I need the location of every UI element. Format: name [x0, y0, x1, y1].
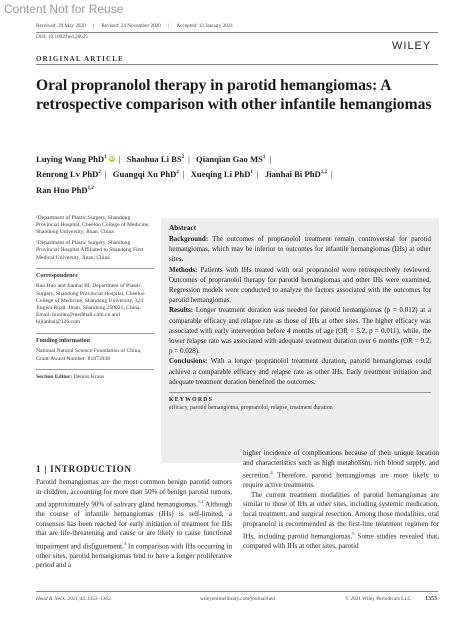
author[interactable]: Guangqi Xu PhD$^2$: [112, 169, 179, 180]
journal-url[interactable]: wileyonlinelibrary.com/journal/hed: [200, 596, 275, 602]
revised-date: Revised: 24 November 2020: [101, 23, 161, 29]
body-column-right: [243, 449, 439, 552]
accepted-date: Accepted: 13 January 2021: [176, 23, 234, 29]
funding-text: National Natural Science Foundation of China, Grant/Award Number: 81873938: [36, 348, 142, 362]
body-column-left: [36, 478, 232, 571]
author[interactable]: Jianhai Bi PhD$^{1,2}$: [264, 169, 327, 180]
abstract-body: Background: The outcomes of propranolol treatment remain controversial for parotid hemangiomas, which may be inferior to outcomes for infantile hemangiomas (IHs) at other sites. Methods: Patients with IHs treated with oral propranolol were retrospectively reviewed. Outcomes of propranolol therapy for parotid hemangiomas and other IHs were examined. Regression models were conducted to analyze the factors associated with the outcomes for parotid hemangiomas. Results: Longer treatment duration was needed for parotid hemangiomas (p = 0.012) at a comparable efficacy and relapse rate as those of IHs at other sites. The higher efficacy was associated with early intervention before 4 months of age (OR = 5.2, p = 0.011), while, the lower relapse rate was associated with adequate treatment duration over 6 months (OR = 9.2, p = 0.028). Conclusions: With a longer propranolol treatment duration, parotid hemangiomas could achieve a comparable efficacy and relapse rate as other IHs. Early treatment initiation and adequate treatment duration benefited the outcomes.: [169, 235, 432, 386]
publisher-logo: WILEY: [392, 40, 432, 52]
citation[interactable]: 1,2: [197, 499, 204, 505]
received-date: Received: 29 May 2020: [36, 23, 86, 29]
watermark: Content Not for Reuse: [4, 2, 124, 16]
citation[interactable]: 5: [352, 531, 355, 537]
author[interactable]: Ran Huo PhD$^{1,2}$: [36, 184, 94, 195]
author[interactable]: Qianqian Gao $MS^1$: [196, 153, 266, 164]
orcid-icon[interactable]: iD: [109, 155, 115, 161]
abstract-box: [161, 218, 439, 463]
article-type: ORIGINAL ARTICLE: [36, 55, 125, 63]
paragraph: The current treatment modalities of parotid hemangiomas are similar to those of IHs at other sites, including systemic medication, local treatment, and surgical resection. Among those modalities, oral propranolol is recommended as the first-line treatment regimen for IHs, including parotid hemangiomas.$^5$ Some studies revealed that, compared with IHs at other sites, parotid: [243, 490, 439, 551]
article-metadata-column: [36, 215, 154, 384]
citation[interactable]: 4: [270, 470, 273, 476]
article-type-rule: [36, 64, 438, 65]
affiliation: ²Department of Plastic Surgery, Shandong Provincial Hospital Affiliated to Shandong First Medical University, Jinan, China: [36, 240, 144, 261]
keywords-heading: KEYWORDS: [169, 397, 214, 404]
header-rule: [36, 32, 438, 33]
page-number: 1353: [425, 596, 437, 602]
paper-title: Oral propranolol therapy in parotid hemangiomas: A retrospective comparison with other infantile hemangiomas: [36, 77, 432, 113]
copyright: © 2021 Wiley Periodicals LLC: [345, 596, 412, 602]
abstract-heading: Abstract: [169, 223, 197, 232]
author[interactable]: Luying Wang PhD$^1$ iD: [36, 153, 115, 164]
keywords-rule: [169, 392, 431, 393]
author[interactable]: Xueqing Li PhD$^1$: [190, 169, 253, 180]
funding-label: Funding information: [36, 337, 90, 344]
correspondence-label: Correspondence: [36, 272, 78, 279]
publication-dates: Received: 29 May 2020 | Revised: 24 November 2020 | Accepted: 13 January 2021: [36, 23, 234, 29]
section-heading-introduction: 1 | INTRODUCTION: [36, 464, 132, 474]
paragraph: Parotid hemangiomas are the most common benign parotid tumors in children, accounting for more than 50% of benign parotid tumors, and approximately 90% of salivary gland hemangiomas.$^{1,2}$ Although the course of infantile hemangiomas (IHs) is self-limited, a consensus has been reached for early initiation of treatment for IHs that are life-threatening and cause or are likely to cause functional impairment and disfigurement.$^3$ In comparison with IHs occurring in other sites, parotid hemangiomas tend to have a longer proliferative period and a: [36, 478, 232, 570]
author-list: Luying Wang PhD$^1$ iD | Shaohua Li $BS^2$ | Qianqian Gao $MS^1$ | Renrong Lv PhD$^2$ | Guangqi Xu PhD$^2$ | Xueqing Li PhD$^1$ | Jianhai Bi PhD$^{1,2}$ | Ran Huo PhD$^{1,2}$: [36, 153, 333, 195]
affiliation: ¹Department of Plastic Surgery, Shandong Provincial Hospital, Cheeloo College of Medicine, Shandong University, Jinan, China: [36, 215, 150, 236]
divider: [36, 333, 154, 334]
citation[interactable]: 3: [123, 540, 127, 546]
section-editor: Section Editor: Dennis Kraus: [36, 373, 105, 380]
divider: [36, 268, 154, 269]
correspondence-text[interactable]: Ran Huo and Jianhai Bi, Department of Plastic Surgery, Shandong Provincial Hospital, Cheeloo College of Medicine, Shandong University, 324 Jingwu Road, Jinan, Shandong 250021, China. Email: huoran@medmail.com.cn and bijianhai@126.com: [36, 283, 145, 326]
paragraph: higher incidence of complications because of their unique location and characteristics such as high metabolism, rich blood supply, and secretion.$^4$ Therefore, parotid hemangiomas are more likely to require active treatments.: [243, 449, 439, 490]
keywords-list: efficacy, parotid hemangioma, propranolol, relapse, treatment duration: [169, 405, 333, 412]
footer-rule: [36, 591, 438, 592]
doi[interactable]: DOI: 10.1002/hed.26625: [36, 34, 89, 40]
journal-citation: Head & Neck. 2021;43:1353–1362.: [36, 596, 113, 602]
author[interactable]: Renrong Lv PhD$^2$: [36, 169, 101, 180]
divider: [36, 369, 154, 370]
author[interactable]: Shaohua Li $BS^2$: [126, 153, 185, 164]
